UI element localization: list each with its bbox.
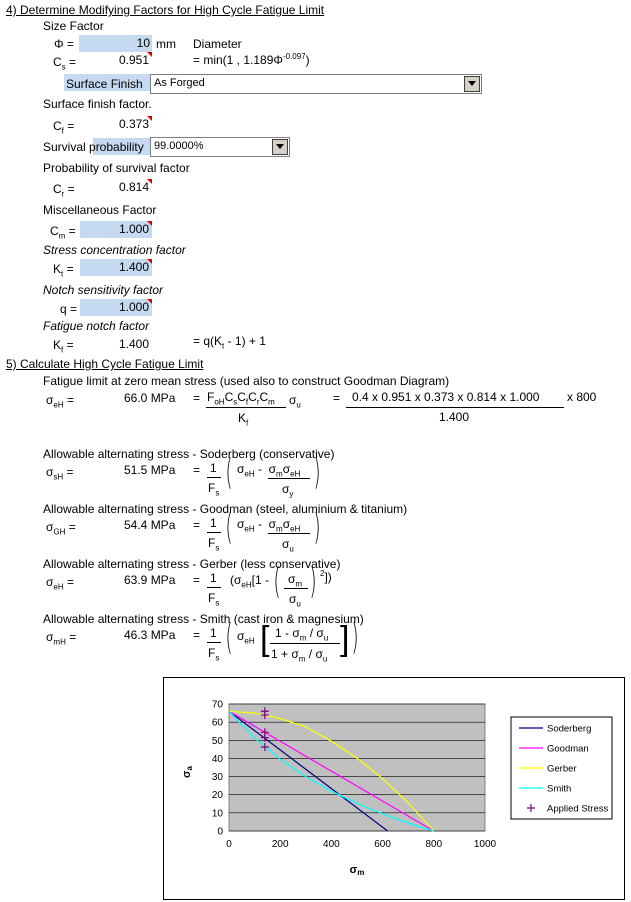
sgh-fs: $F_s$ [208, 536, 220, 553]
ssh-eq: = [193, 463, 201, 477]
seh-formula-den: $K_f$ [238, 411, 249, 428]
survival-probability-dropdown[interactable] [150, 137, 290, 157]
smh-value: 46.3 MPa [124, 628, 176, 642]
kf-formula: = $q(K_t - 1) + 1$ [193, 334, 266, 351]
fatigue-diagram-chart [163, 677, 625, 900]
kt-input[interactable]: 1.400 [80, 259, 152, 276]
surface-finish-label: Surface Finish [66, 77, 143, 91]
cf-value: 0.373 [100, 116, 152, 133]
seh2-rbrace: ) [309, 561, 317, 602]
legend-entry: Applied Stress [547, 803, 609, 815]
cf-label: $C_f$ = [53, 119, 75, 136]
smh-eq: = [193, 628, 201, 642]
seh-formula-mult: $\sigma_u$ [289, 393, 301, 410]
smh-num: $1 - \sigma_m / \sigma_u$ [275, 626, 329, 643]
seh-eq: = [193, 391, 201, 405]
y-tick-label: 20 [211, 790, 223, 802]
stress-conc-label: Stress concentration factor [43, 243, 186, 257]
sgh-rparen: ) [313, 507, 321, 548]
smh-inner-line [270, 643, 340, 644]
y-tick-label: 10 [211, 808, 223, 820]
section-5-heading: 5) Calculate High Cycle Fatigue Limit [6, 357, 204, 371]
seh-label: $\sigma_{eH}$ = [46, 393, 74, 410]
seh2-close: $^2$]) [320, 569, 332, 584]
sgh-one: 1 [210, 516, 217, 530]
smh-inner: $\sigma_{eH}$ [237, 629, 255, 646]
chevron-down-icon[interactable] [272, 139, 288, 155]
ssh-label: $\sigma_{sH}$ = [46, 465, 74, 482]
legend-entry: Smith [547, 783, 572, 795]
x-axis-label: σm [349, 864, 365, 877]
surface-finish-selected: As Forged [154, 77, 205, 89]
smith-label: Allowable alternating stress - Smith (cast iron & magnesium) [43, 612, 364, 626]
phi-input[interactable]: 10 [79, 35, 152, 52]
legend-entry: Soderberg [547, 723, 592, 735]
seh2-label: $\sigma_{eH}$ = [46, 575, 74, 592]
seh-eval-num: 0.4 x 0.951 x 0.373 x 0.814 x 1.000 [352, 390, 540, 404]
chevron-down-icon[interactable] [464, 76, 480, 92]
kf-value: 1.400 [118, 337, 149, 351]
smh-lbracket: [ [260, 620, 270, 658]
sgh-inner-line [268, 533, 310, 534]
ssh-value: 51.5 MPa [124, 463, 176, 477]
kt-label: $K_t$ = [53, 262, 74, 279]
x-tick-label: 0 [226, 839, 232, 850]
seh2-fs: $F_s$ [208, 591, 220, 608]
seh2-inner-line [284, 588, 308, 589]
gerber-label: Allowable alternating stress - Gerber (less conservative) [43, 557, 341, 571]
ssh-fs: $F_s$ [208, 481, 220, 498]
seh-eval-mult: x 800 [567, 390, 597, 404]
smh-one: 1 [210, 626, 217, 640]
smh-rbracket: ] [340, 620, 350, 658]
x-tick-label: 200 [271, 839, 289, 850]
phi-unit: mm [156, 37, 176, 51]
ssh-one: 1 [210, 461, 217, 475]
ssh-frac-line [207, 477, 221, 478]
seh-formula-num: $F_{oH}C_sC_fC_rC_m$ [207, 390, 275, 407]
sgh-frac-line [207, 532, 221, 533]
sgh-eq: = [193, 518, 201, 532]
seh-eval-eq: = [333, 391, 341, 405]
sgh-value: 54.4 MPa [124, 518, 176, 532]
survival-probability-label: Survival probability [43, 140, 144, 154]
smh-fs: $F_s$ [208, 646, 220, 663]
misc-factor-label: Miscellaneous Factor [43, 203, 157, 217]
seh2-frac-line [207, 587, 221, 588]
sgh-su: $\sigma_u$ [282, 537, 294, 554]
cs-label: $C_s$ = [53, 55, 77, 72]
legend-entry: Gerber [547, 763, 577, 775]
sgh-inner: $\sigma_{eH} - \sigma_m\sigma_{eH}$ [237, 517, 301, 534]
seh2-inner: ($\sigma_{eH}[1$ - [230, 573, 269, 590]
goodman-label: Allowable alternating stress - Goodman (steel, aluminium & titanium) [43, 502, 408, 516]
section-4-heading: 4) Determine Modifying Factors for High Cycle Fatigue Limit [6, 3, 325, 17]
notch-sensitivity-label: Notch sensitivity factor [43, 283, 164, 297]
seh-value: 66.0 MPa [124, 391, 176, 405]
ssh-inner-line [268, 478, 310, 479]
x-tick-label: 400 [323, 839, 340, 850]
zero-mean-label: Fatigue limit at zero mean stress (used also to construct Goodman Diagram) [43, 374, 450, 388]
survival-probability-selected: 99.0000% [154, 140, 204, 152]
ssh-sy: $\sigma_y$ [282, 482, 294, 499]
surface-finish-dropdown[interactable] [150, 74, 482, 94]
diameter-label: Diameter [193, 37, 242, 51]
ssh-lparen: ( [225, 452, 233, 493]
seh2-su: $\sigma_u$ [289, 592, 301, 609]
phi-label: Φ = [54, 37, 74, 51]
y-tick-label: 60 [211, 717, 223, 729]
q-label: q = [60, 302, 78, 316]
x-tick-label: 800 [425, 839, 443, 850]
x-tick-label: 600 [374, 839, 391, 850]
y-tick-label: 70 [211, 699, 223, 711]
seh2-value: 63.9 MPa [124, 573, 176, 587]
cs-value: 0.951 [100, 52, 152, 69]
sgh-lparen: ( [225, 507, 233, 548]
cm-label: $C_m$ = [50, 224, 76, 241]
survival-factor-label: Probability of survival factor [43, 161, 190, 175]
y-tick-label: 40 [211, 753, 223, 765]
cs-formula: = min(1 , $1.189\Phi^{-0.097}$) [193, 52, 310, 67]
sgh-label: $\sigma_{GH}$ = [46, 520, 76, 537]
seh-eval-den: 1.400 [439, 410, 470, 424]
smh-den: $1 + \sigma_m / \sigma_u$ [271, 647, 328, 664]
legend-entry: Goodman [547, 743, 589, 755]
x-tick-label: 1000 [473, 839, 497, 850]
seh2-eq: = [193, 573, 201, 587]
smh-lparen: ( [225, 617, 233, 658]
cm-input[interactable]: 1.000 [80, 221, 152, 238]
y-axis-label: σa [181, 766, 194, 778]
soderberg-label: Allowable alternating stress - Soderberg (conservative) [43, 447, 335, 461]
smh-label: $\sigma_{mH}$ = [46, 630, 77, 647]
seh2-one: 1 [210, 571, 217, 585]
smh-rparen: ) [351, 617, 359, 658]
cr-value: 0.814 [100, 179, 152, 196]
y-tick-label: 0 [217, 826, 223, 838]
ssh-rparen: ) [313, 452, 321, 493]
size-factor-label: Size Factor [43, 19, 104, 33]
seh2-lbrace: ( [273, 561, 281, 602]
kf-label: $K_f$ = [53, 338, 74, 355]
seh-fraction-line [206, 407, 286, 408]
cr-label: $C_r$ = [53, 182, 75, 199]
smh-frac-line [207, 642, 221, 643]
q-input[interactable]: 1.000 [80, 299, 152, 316]
ssh-inner: $\sigma_{eH} - \sigma_m\sigma_{eH}$ [237, 462, 301, 479]
fatigue-notch-label: Fatigue notch factor [43, 319, 150, 333]
surface-finish-factor-label: Surface finish factor. [43, 97, 152, 111]
seh-eval-line [346, 407, 564, 408]
y-tick-label: 50 [211, 735, 223, 747]
seh2-sm: $\sigma_m$ [288, 572, 303, 589]
plot-area [229, 704, 485, 831]
y-tick-label: 30 [211, 772, 223, 784]
